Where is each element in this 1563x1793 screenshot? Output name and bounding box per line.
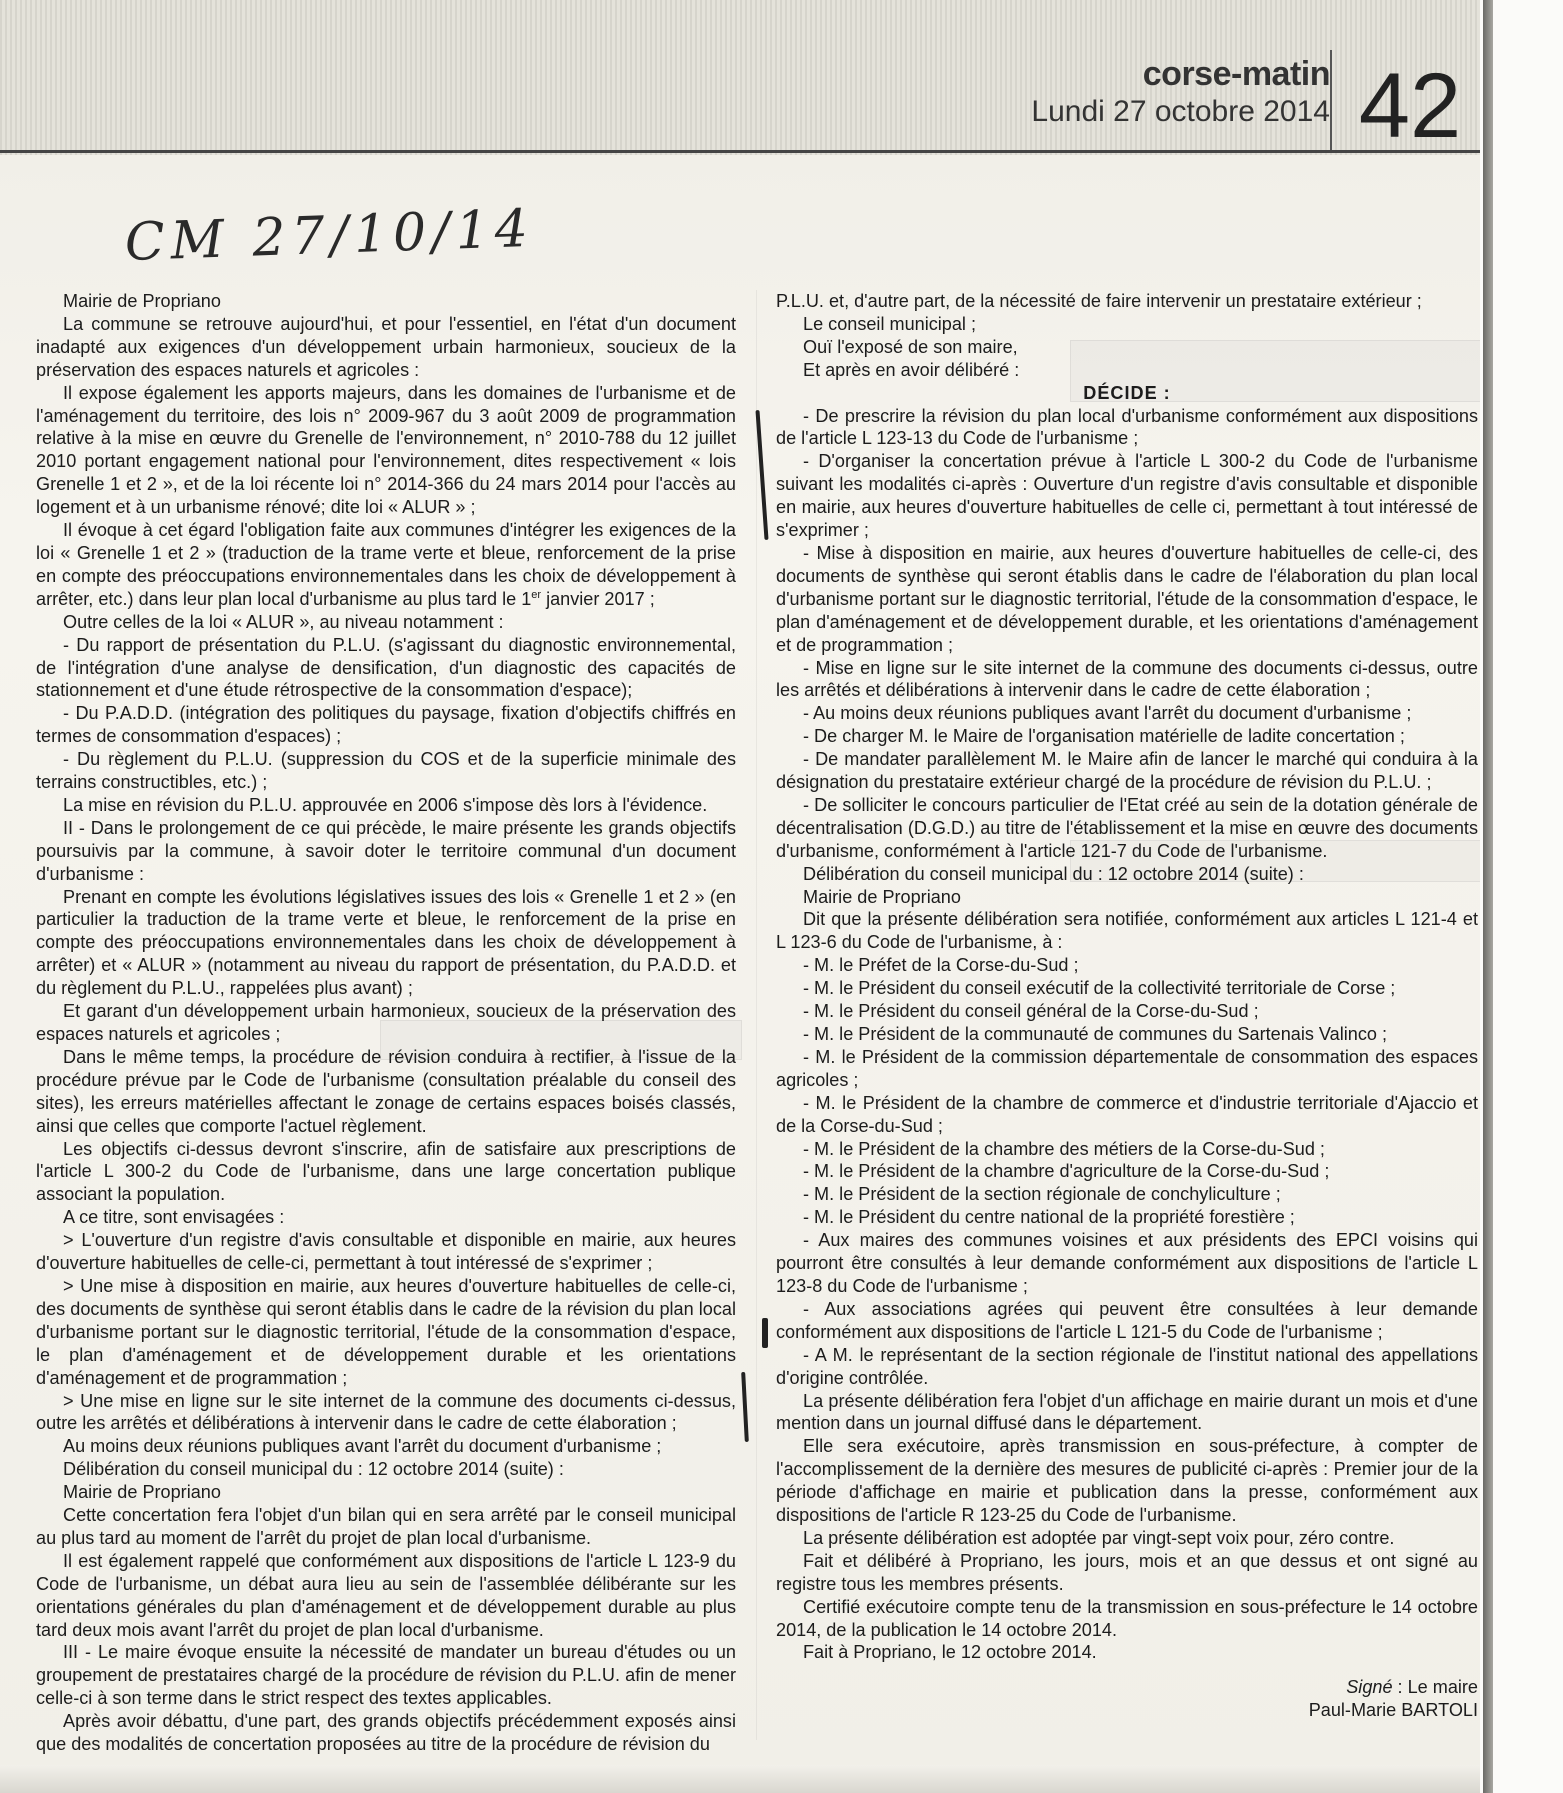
paragraph: Outre celles de la loi « ALUR », au niveau notamment :: [63, 611, 504, 632]
paragraph: - M. le Président de la section régionale de conchyliculture ;: [803, 1184, 1281, 1205]
paragraph: > Une mise en ligne sur le site internet de la commune des documents ci-dessus, outre les arrêtés et délibérations à intervenir dans le cadre de cette élaboration ;: [36, 1390, 736, 1434]
paragraph: A ce titre, sont envisagées :: [63, 1207, 285, 1228]
paragraph: Certifié exécutoire compte tenu de la transmission en sous-préfecture le 14 octobre 2014, de la publication le 14 octobre 2014.: [776, 1596, 1478, 1640]
signature-label: Signé: [1346, 1677, 1393, 1698]
paragraph: - De mandater parallèlement M. le Maire afin de lancer le marché qui conduira à la désignation du prestataire extérieur chargé de la procédure de révision du P.L.U. ;: [776, 749, 1478, 793]
left-column: [36, 290, 736, 1756]
paragraph: Elle sera exécutoire, après transmission en sous-préfecture, à compter de l'accomplissement de la dernière des mesures de publicité ci-après : Premier jour de la période d'affichage en mairie et publication dans la presse, conformément aux dispositions de l'article R 123-25 du Code de l'urbanisme.: [776, 1436, 1478, 1526]
paragraph: > L'ouverture d'un registre d'avis consultable et disponible en mairie, aux heures d'ouverture habituelles de celle-ci, permettant à tout intéressé de s'exprimer ;: [36, 1230, 736, 1274]
paragraph: Délibération du conseil municipal du : 12 octobre 2014 (suite) :: [803, 863, 1304, 884]
newspaper-name: corse-matin: [1142, 55, 1330, 93]
page-number: 42: [1358, 55, 1462, 157]
paragraph: La commune se retrouve aujourd'hui, et pour l'essentiel, en l'état d'un document inadapté aux exigences d'un développement urbain harmonieux, soucieux de la préservation des espaces naturels et agricoles :: [36, 313, 736, 380]
paragraph: Le conseil municipal ;: [803, 313, 976, 334]
signature-line: [776, 1676, 1478, 1699]
publication-date: Lundi 27 octobre 2014: [1031, 95, 1330, 128]
paragraph: - Du règlement du P.L.U. (suppression du COS et de la superficie minimale des terrains constructibles, etc.) ;: [36, 749, 736, 793]
paragraph: - M. le Président de la chambre des métiers de la Corse-du-Sud ;: [803, 1138, 1325, 1159]
paragraph: > Une mise à disposition en mairie, aux heures d'ouverture habituelles de celle-ci, des documents de synthèse qui seront établis dans le cadre de la révision du plan local d'urbanisme portant sur le diagnostic territorial, l'étude de la consommation d'espace, le plan d'aménagement et de développement durable et les orientations d'aménagement et de programmation ;: [36, 1275, 736, 1388]
paragraph: Ouï l'exposé de son maire,: [803, 336, 1018, 357]
paragraph: - Du P.A.D.D. (intégration des politiques du paysage, fixation d'objectifs chiffrés en termes de consommation d'espaces) ;: [36, 703, 736, 747]
column-gutter: [756, 290, 757, 1740]
paragraph: Dans le même temps, la procédure de révision conduira à rectifier, à l'issue de la procédure prévue par le Code de l'urbanisme (consultation préalable du conseil des sites), les erreurs matérielles affectant le zonage de certains espaces boisés classés, ainsi que celles que comporte l'actuel règlement.: [36, 1046, 736, 1136]
page-edge-shadow: [1483, 0, 1493, 1793]
paragraph: Et après en avoir délibéré :: [803, 359, 1020, 380]
header-divider: [1330, 50, 1332, 150]
page-bottom-edge: [0, 1765, 1480, 1793]
paragraph: III - Le maire évoque ensuite la nécessité de mandater un bureau d'études ou un groupement de prestataires chargé de la procédure de révision du P.L.U. afin de mener celle-ci à son terme dans le strict respect des textes applicables.: [36, 1642, 736, 1709]
paragraph: - Aux maires des communes voisines et aux présidents des EPCI voisins qui pourront être consultés à leur demande conformément aux dispositions de l'article L 123-8 du Code de l'urbanisme ;: [776, 1230, 1478, 1296]
right-column: [776, 290, 1478, 1722]
paragraph: - M. le Président de la chambre de commerce et d'industrie territoriale d'Ajaccio et de la Corse-du-Sud ;: [776, 1092, 1478, 1136]
signature-name: Paul-Marie BARTOLI: [1308, 1700, 1478, 1721]
paragraph: - De solliciter le concours particulier de l'Etat créé au sein de la dotation générale de décentralisation (D.G.D.) au titre de l'établissement et la mise en œuvre des documents d'urbanisme, conformément à l'article 121-7 du Code de l'urbanisme.: [776, 794, 1478, 861]
paragraph: - Au moins deux réunions publiques avant l'arrêt du document d'urbanisme ;: [803, 703, 1412, 724]
header-rule: [0, 150, 1480, 153]
paragraph: Fait et délibéré à Propriano, les jours, mois et an que dessus et ont signé au registre tous les membres présents.: [776, 1550, 1478, 1594]
paragraph: Il expose également les apports majeurs, dans les domaines de l'urbanisme et de l'aménagement du territoire, des lois n° 2009-967 du 3 août 2009 de programmation relative à la mise en œuvre du Grenelle de l'environnement, n° 2010-788 du 12 juillet 2010 portant engagement national pour l'environnement, dites respectivement « lois Grenelle 1 et 2 », et de la loi récente loi n° 2014-366 du 24 mars 2014 pour l'accès au logement et à un urbanisme rénové; dite loi « ALUR » ;: [36, 382, 736, 518]
paragraph: - M. le Préfet de la Corse-du-Sud ;: [803, 955, 1079, 976]
paragraph: Les objectifs ci-dessus devront s'inscrire, afin de satisfaire aux prescriptions de l'article L 300-2 du Code de l'urbanisme, dans une large concertation publique associant la population.: [36, 1138, 736, 1205]
paragraph: - D'organiser la concertation prévue à l'article L 300-2 du Code de l'urbanisme suivant les modalités ci-après : Ouverture d'un registre d'avis consultable et disponible en mairie, aux heures d'ouverture habituelles de celle ci, permettant à tout intéressé de s'exprimer ;: [776, 451, 1478, 541]
paragraph: - De charger M. le Maire de l'organisation matérielle de ladite concertation ;: [803, 726, 1405, 747]
paragraph: - Aux associations agrées qui peuvent être consultées à leur demande conformément aux dispositions de l'article L 121-5 du Code de l'urbanisme ;: [776, 1298, 1478, 1342]
paragraph: Mairie de Propriano: [63, 291, 221, 311]
paragraph: Après avoir débattu, d'une part, des grands objectifs précédemment exposés ainsi que des modalités de concertation proposées au titre de la procédure de révision du: [36, 1711, 736, 1755]
superscript: er: [531, 588, 542, 601]
paragraph: II - Dans le prolongement de ce qui précède, le maire présente les grands objectifs poursuivis par la commune, à savoir doter le territoire communal d'un document d'urbanisme :: [36, 817, 736, 884]
paragraph: La présente délibération est adoptée par vingt-sept voix pour, zéro contre.: [803, 1527, 1395, 1548]
paragraph: - De prescrire la révision du plan local d'urbanisme conformément aux dispositions de l'article L 123-13 du Code de l'urbanisme ;: [776, 405, 1478, 449]
paragraph: - M. le Président de la communauté de communes du Sartenais Valinco ;: [803, 1024, 1387, 1044]
pen-mark: [755, 410, 768, 540]
pen-mark: [762, 1318, 768, 1348]
paragraph: - M. le Président du conseil général de la Corse-du-Sud ;: [803, 1001, 1259, 1022]
paragraph: La mise en révision du P.L.U. approuvée en 2006 s'impose dès lors à l'évidence.: [63, 794, 708, 815]
paragraph: - Du rapport de présentation du P.L.U. (s'agissant du diagnostic environnemental, de l'intégration d'une analyse de densification, d'un diagnostic des capacités de stationnement et d'une étude rétrospective de la consommation d'espace);: [36, 634, 736, 701]
paragraph: Délibération du conseil municipal du : 12 octobre 2014 (suite) :: [63, 1459, 564, 1480]
paragraph: Fait à Propriano, le 12 octobre 2014.: [803, 1642, 1097, 1663]
paragraph: Mairie de Propriano: [803, 886, 961, 907]
paragraph: - M. le Président de la chambre d'agriculture de la Corse-du-Sud ;: [803, 1161, 1330, 1182]
paragraph: - A M. le représentant de la section régionale de l'institut national des appellations d'origine contrôlée.: [776, 1344, 1478, 1388]
paragraph: Il est également rappelé que conformément aux dispositions de l'article L 123-9 du Code de l'urbanisme, un débat aura lieu au sein de l'assemblée délibérante sur les orientations générales du plan d'aménagement et de développement durable au plus tard deux mois avant l'arrêt du projet de plan local d'urbanisme.: [36, 1550, 736, 1640]
paragraph: - M. le Président du centre national de la propriété forestière ;: [803, 1207, 1295, 1228]
paragraph: Cette concertation fera l'objet d'un bilan qui en sera arrêté par le conseil municipal au plus tard au moment de l'arrêt du projet de plan local d'urbanisme.: [36, 1505, 736, 1548]
paragraph: - Mise à disposition en mairie, aux heures d'ouverture habituelles de celle-ci, des documents de synthèse qui seront établis dans le cadre de l'élaboration du plan local d'urbanisme portant sur le diagnostic territorial, l'étude de la consommation d'espace, le plan d'aménagement et de développement durable, et les orientations d'aménagement et de programmation ;: [776, 542, 1478, 655]
pen-mark: [741, 1372, 749, 1442]
signature-role: : Le maire: [1392, 1677, 1478, 1698]
paragraph: P.L.U. et, d'autre part, de la nécessité de faire intervenir un prestataire extérieur ;: [776, 291, 1422, 311]
paragraph: - M. le Président du conseil exécutif de la collectivité territoriale de Corse ;: [803, 978, 1396, 999]
paragraph: La présente délibération fera l'objet d'un affichage en mairie durant un mois et d'une mention dans un journal diffusé dans le département.: [776, 1390, 1478, 1434]
handwritten-note: CM 27/10/14: [123, 198, 535, 274]
paragraph: - M. le Président de la commission départementale de consommation des espaces agricoles ;: [776, 1046, 1478, 1090]
paragraph: Dit que la présente délibération sera notifiée, conformément aux articles L 121-4 et L 123-6 du Code de l'urbanisme, à :: [776, 909, 1478, 953]
paragraph: Au moins deux réunions publiques avant l'arrêt du document d'urbanisme ;: [63, 1436, 662, 1457]
paragraph: - Mise en ligne sur le site internet de la commune des documents ci-dessus, outre les arrêtés et délibérations à intervenir dans le cadre de cette élaboration ;: [776, 657, 1478, 701]
paragraph: Il évoque à cet égard l'obligation faite aux communes d'intégrer les exigences de la loi « Grenelle 1 et 2 » (traduction de la trame verte et bleue, renforcement de la prise en compte des préoccupations environnementales dans les choix de développement à arrêter, etc.) dans leur plan local d'urbanisme au plus tard le 1er janvier 2017 ;: [36, 520, 736, 609]
paragraph: Mairie de Propriano: [63, 1482, 221, 1503]
paragraph: DÉCIDE :: [1083, 382, 1171, 403]
paragraph: Et garant d'un développement urbain harmonieux, soucieux de la préservation des espaces naturels et agricoles ;: [36, 1001, 736, 1044]
paragraph: Prenant en compte les évolutions législatives issues des lois « Grenelle 1 et 2 » (en particulier la traduction de la trame verte et bleue, le renforcement de la prise en compte des préoccupations environnementales dans les choix de développement à arrêter) et « ALUR » (notamment au niveau du rapport de présentation, du P.A.D.D. et du règlement du P.L.U., rappelées plus avant) ;: [36, 886, 736, 999]
